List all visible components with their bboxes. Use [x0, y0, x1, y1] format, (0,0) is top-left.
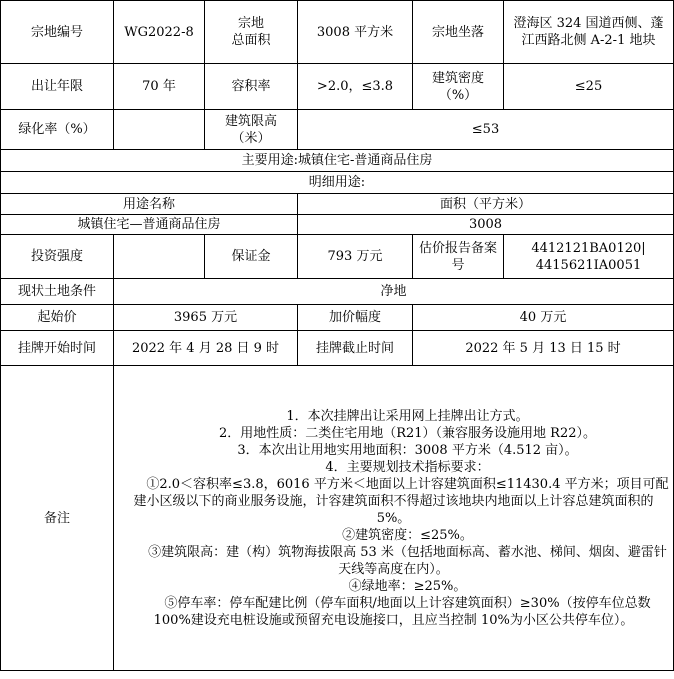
value-height-limit: ≤53: [298, 110, 674, 150]
label-listing-start: 挂牌开始时间: [1, 331, 114, 366]
detail-use: 明细用途:: [1, 172, 674, 194]
label-height-limit: 建筑限高（米）: [205, 110, 298, 150]
value-starting-price: 3965 万元: [114, 305, 298, 331]
label-green: 绿化率（%）: [1, 110, 114, 150]
value-investment: [114, 235, 205, 279]
main-use: 主要用途:城镇住宅-普通商品住房: [1, 150, 674, 172]
label-term: 出让年限: [1, 64, 114, 110]
use-name-header: 用途名称: [1, 194, 298, 215]
note-8: ④绿地率：≥25%。: [348, 578, 467, 594]
label-increment: 加价幅度: [298, 305, 413, 331]
appraisal-no-line-2: 4415621IA0051: [535, 257, 642, 273]
label-appraisal-no: 估价报告备案号: [413, 235, 504, 279]
use-area-header: 面积（平方米）: [298, 194, 674, 215]
note-6: ②建筑密度：≤25%。: [342, 527, 473, 543]
value-listing-start: 2022 年 4 月 28 日 9 时: [114, 331, 298, 366]
value-parcel-area: 3008 平方米: [298, 1, 413, 64]
label-current-condition: 现状土地条件: [1, 279, 114, 305]
appraisal-no-line-1: 4412121BA0120|: [531, 240, 646, 256]
row-price: [1, 305, 674, 331]
remarks-content: [114, 366, 674, 671]
use-area: 3008: [298, 215, 674, 235]
row-detail-use: [1, 172, 674, 194]
row-remarks: [1, 366, 674, 671]
row-investment: [1, 235, 674, 279]
row-parcel: [1, 1, 674, 64]
value-deposit: 793 万元: [298, 235, 413, 279]
use-name: 城镇住宅—普通商品住房: [1, 215, 298, 235]
label-starting-price: 起始价: [1, 305, 114, 331]
value-green: [114, 110, 205, 150]
label-far: 容积率: [205, 64, 298, 110]
value-far: >2.0，≤3.8: [298, 64, 413, 110]
row-use-item: [1, 215, 674, 235]
label-investment: 投资强度: [1, 235, 114, 279]
label-deposit: 保证金: [205, 235, 298, 279]
note-3: 3．本次出让用地实用地面积：3008 平方米（4.512 亩）。: [237, 442, 578, 458]
row-term: [1, 64, 674, 110]
note-7: ③建筑限高：建（构）筑物海拔限高 53 米（包括地面标高、蓄水池、梯间、烟囱、避雷针天线等高度在内）。: [148, 544, 667, 577]
row-use-header: [1, 194, 674, 215]
value-density: ≤25: [504, 64, 674, 110]
note-4: 4．主要规划技术指标要求：: [325, 459, 490, 475]
row-listing-time: [1, 331, 674, 366]
label-density: 建筑密度（%）: [413, 64, 504, 110]
label-remarks: 备注: [1, 366, 114, 671]
value-term: 70 年: [114, 64, 205, 110]
value-listing-end: 2022 年 5 月 13 日 15 时: [413, 331, 674, 366]
note-5: ①2.0＜容积率≤3.8，6016 平方米＜地面以上计容建筑面积≤11430.4 平方米；项目可配建小区级以下的商业服务设施，计容建筑面积不得超过该地块内地面以上计容总建筑面积的 5%。: [133, 476, 669, 526]
row-green: [1, 110, 674, 150]
value-current-condition: 净地: [114, 279, 674, 305]
label-listing-end: 挂牌截止时间: [298, 331, 413, 366]
label-parcel-location: 宗地坐落: [413, 1, 504, 64]
row-main-use: [1, 150, 674, 172]
value-parcel-location: 澄海区 324 国道西侧、蓬江西路北侧 A-2-1 地块: [504, 1, 674, 64]
value-parcel-no: WG2022-8: [114, 1, 205, 64]
note-2: 2．用地性质：二类住宅用地（R21）（兼容服务设施用地 R22）。: [218, 425, 597, 441]
row-condition: [1, 279, 674, 305]
label-parcel-no: 宗地编号: [1, 1, 114, 64]
value-appraisal-no: [504, 235, 674, 279]
value-increment: 40 万元: [413, 305, 674, 331]
note-9: ⑤停车率：停车配建比例（停车面积/地面以上计容建筑面积）≥30%（按停车位总数 100%建设充电桩设施或预留充电设施接口，且应当控制 10%为小区公共停车位）。: [153, 595, 651, 628]
note-1: 1．本次挂牌出让采用网上挂牌出让方式。: [286, 408, 529, 424]
label-parcel-area: 宗地 总面积: [205, 1, 298, 64]
